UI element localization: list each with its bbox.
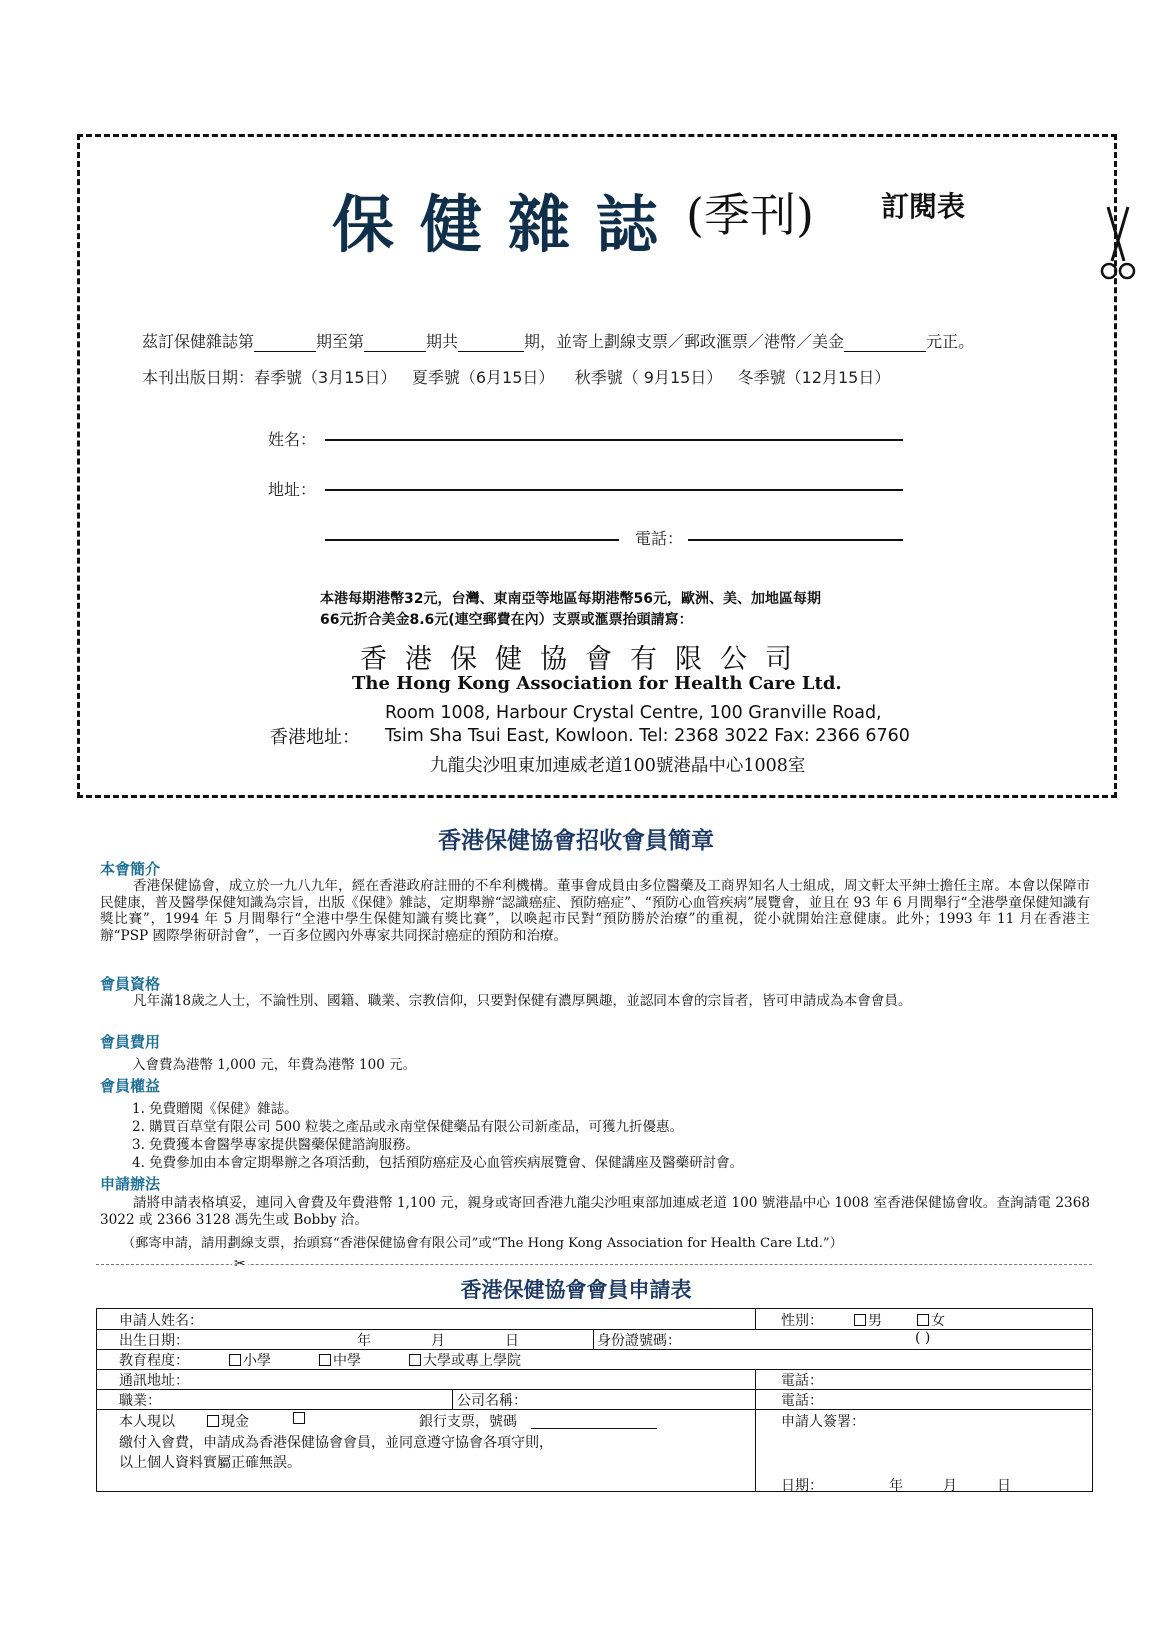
date-month-label: 月 (943, 1478, 957, 1494)
fee-paragraph: 入會費為港幣 1,000 元，年費為港幣 100 元。 (132, 1057, 417, 1073)
checkbox-icon (229, 1354, 241, 1366)
declaration-line-2: 以上個人資料實屬正確無誤。 (119, 1455, 301, 1471)
subscription-coupon (77, 134, 1117, 798)
benefit-item: 1. 免費贈閱《保健》雜誌。 (132, 1101, 298, 1117)
magazine-title: 保健雜誌 (332, 188, 685, 261)
education-primary-option[interactable] (229, 1350, 271, 1370)
cheque-number-field[interactable] (531, 1428, 657, 1429)
company-label: 公司名稱： (457, 1393, 527, 1409)
application-form (96, 1308, 1093, 1492)
issue-winter: 冬季號（12月15日） (737, 368, 891, 387)
education-secondary-option[interactable] (319, 1350, 361, 1370)
address-en-line-1: Room 1008, Harbour Crystal Centre, 100 Granville Road, (385, 703, 882, 723)
amount-blank[interactable] (844, 336, 926, 352)
intro-heading: 本會簡介 (100, 860, 161, 878)
applicant-name-label: 申請人姓名： (119, 1313, 203, 1329)
gender-female-option[interactable] (917, 1310, 945, 1330)
office-phone-label: 電話： (781, 1393, 823, 1409)
education-label: 教育程度： (119, 1353, 189, 1369)
benefit-item: 4. 免費參加由本會定期舉辦之各項活動，包括預防癌症及心血管疾病展覽會、保健講座及醫藥研討會。 (132, 1155, 744, 1171)
checkbox-icon (293, 1412, 305, 1424)
checkbox-icon (207, 1415, 219, 1427)
subscribe-text-5: 元正。 (926, 332, 975, 351)
tertiary-label: 大學或專上學院 (423, 1353, 521, 1369)
magazine-quarterly-label: (季刊) (686, 188, 814, 242)
address-label: 地址： (268, 480, 317, 499)
dob-year-label: 年 (357, 1333, 371, 1349)
subscribe-text-1: 茲訂保健雜誌第 (142, 332, 255, 351)
subscribe-text-2: 期至第 (316, 332, 365, 351)
apply-paragraph: 請將申請表格填妥，連同入會費及年費港幣 1,100 元，親身或寄回香港九龍尖沙咀東部加連威老道 100 號港晶中心 1008 室香港保健協會收。查詢請電 2368 3022 或 2366 3128 馮先生或 Bobby 洽。 (100, 1195, 1090, 1228)
name-field[interactable] (325, 439, 903, 441)
from-issue-blank[interactable] (254, 336, 316, 352)
phone-field[interactable] (688, 539, 903, 541)
dob-month-label: 月 (431, 1333, 445, 1349)
gender-label: 性別： (781, 1313, 823, 1329)
dob-day-label: 日 (505, 1333, 519, 1349)
qualification-paragraph: 凡年滿18歲之人士，不論性別、國籍、職業、宗教信仰，只要對保健有濃厚興趣，並認同本會的宗旨者，皆可申請成為本會會員。 (133, 993, 912, 1009)
issue-autumn: 秋季號（ 9月15日） (574, 368, 723, 387)
subscribe-text-3: 期共 (426, 332, 459, 351)
scissors-icon: ✂ (234, 1256, 246, 1272)
checkbox-icon (854, 1314, 866, 1326)
address-heading: 香港地址： (270, 727, 360, 748)
association-name-en: The Hong Kong Association for Health Care Ltd. (352, 673, 842, 694)
issue-dates (142, 365, 890, 388)
apply-heading: 申請辦法 (100, 1175, 161, 1193)
home-phone-label: 電話： (781, 1373, 823, 1389)
address-en-line-2: Tsim Sha Tsui East, Kowloon. Tel: 2368 3022 Fax: 2366 6760 (385, 726, 910, 746)
primary-label: 小學 (243, 1353, 271, 1369)
benefits-heading: 會員權益 (100, 1077, 161, 1095)
application-form-title: 香港保健協會會員申請表 (460, 1278, 692, 1302)
gender-male-option[interactable] (854, 1310, 882, 1330)
address-cn: 九龍尖沙咀東加連威老道100號港晶中心1008室 (430, 756, 806, 776)
date-year-label: 年 (889, 1478, 903, 1494)
fee-heading: 會員費用 (100, 1033, 161, 1051)
payment-cheque-option[interactable] (293, 1411, 307, 1427)
issue-spring: 春季號（3月15日） (254, 368, 397, 387)
scissors-icon (1100, 205, 1136, 285)
benefit-item: 2. 購買百草堂有限公司 500 粒裝之產品或永南堂保健藥品有限公司新產品，可獲九折優惠。 (132, 1119, 684, 1135)
id-check-digit: ( ) (915, 1330, 931, 1346)
fee-note-line-1: 本港每期港幣32元，台灣、東南亞等地區每期港幣56元，歐洲、美、加地區每期 (320, 591, 821, 607)
fee-note-line-2: 66元折合美金8.6元(連空郵費在內）支票或滙票抬頭請寫： (320, 612, 693, 628)
signature-label: 申請人簽署： (781, 1414, 865, 1430)
qualification-heading: 會員資格 (100, 975, 161, 993)
occupation-label: 職業： (119, 1393, 161, 1409)
name-label: 姓名： (268, 430, 317, 449)
intro-paragraph: 香港保健協會，成立於一九八九年，經在香港政府註冊的不牟利機構。董事會成員由多位醫藥及工商界知名人士組成，周文軒太平紳士擔任主席。本會以保障市民健康，普及醫學保健知識為宗旨，出版《保健》雜誌，定期舉辦“認識癌症、預防癌症”、“預防心血管疾病”展覽會，並且在 93 年 6 月間舉行“全港學童保健知識有獎比賽”，1994 年 5 月間舉行“全港中學生保健知識有獎比賽”，以喚起市民對“預防勝於治療”的重視，從小就開始注意健康。此外；1993 年 11 月在香港主辦“PSP 國際學術研討會”，一百多位國內外專家共同探討癌症的預防和治療。 (100, 878, 1090, 944)
female-label: 女 (931, 1313, 945, 1329)
issue-summer: 夏季號（6月15日） (411, 368, 555, 387)
checkbox-icon (917, 1314, 929, 1326)
education-tertiary-option[interactable] (409, 1350, 521, 1370)
subscribe-line (142, 329, 974, 352)
cheque-number-label: 銀行支票，號碼 (419, 1414, 517, 1430)
address-field[interactable] (325, 489, 903, 491)
secondary-label: 中學 (333, 1353, 361, 1369)
mailing-address-label: 通訊地址： (119, 1373, 189, 1389)
fee-note (320, 589, 1020, 631)
declaration-line-1: 繳付入會費，申請成為香港保健協會會員，並同意遵守協會各項守則， (119, 1435, 553, 1451)
checkbox-icon (409, 1354, 421, 1366)
association-name-cn: 香港保健協會有限公司 (360, 644, 810, 675)
date-label: 日期： (781, 1478, 823, 1494)
issue-dates-label: 本刊出版日期： (142, 368, 255, 387)
male-label: 男 (868, 1313, 882, 1329)
phone-label: 電話： (635, 529, 684, 548)
cash-label: 現金 (221, 1414, 249, 1430)
date-day-label: 日 (997, 1478, 1011, 1494)
to-issue-blank[interactable] (364, 336, 426, 352)
apply-note: （郵寄申請，請用劃線支票，抬頭寫“香港保健協會有限公司”或“The Hong Kong Association for Health Care Ltd.”） (122, 1236, 843, 1251)
benefit-item: 3. 免費獲本會醫學專家提供醫藥保健諮詢服務。 (132, 1137, 420, 1153)
membership-title: 香港保健協會招收會員簡章 (438, 828, 714, 854)
dob-label: 出生日期： (119, 1333, 189, 1349)
id-number-label: 身份證號碼： (597, 1333, 681, 1349)
payment-cash-option[interactable] (207, 1411, 249, 1431)
issue-count-blank[interactable] (458, 336, 524, 352)
payment-prefix: 本人現以 (119, 1414, 175, 1430)
subscription-form-label: 訂閱表 (881, 190, 966, 223)
subscribe-text-4: 期，並寄上劃線支票／郵政滙票／港幣／美金 (524, 332, 845, 351)
address-field-2[interactable] (325, 539, 619, 541)
checkbox-icon (319, 1354, 331, 1366)
